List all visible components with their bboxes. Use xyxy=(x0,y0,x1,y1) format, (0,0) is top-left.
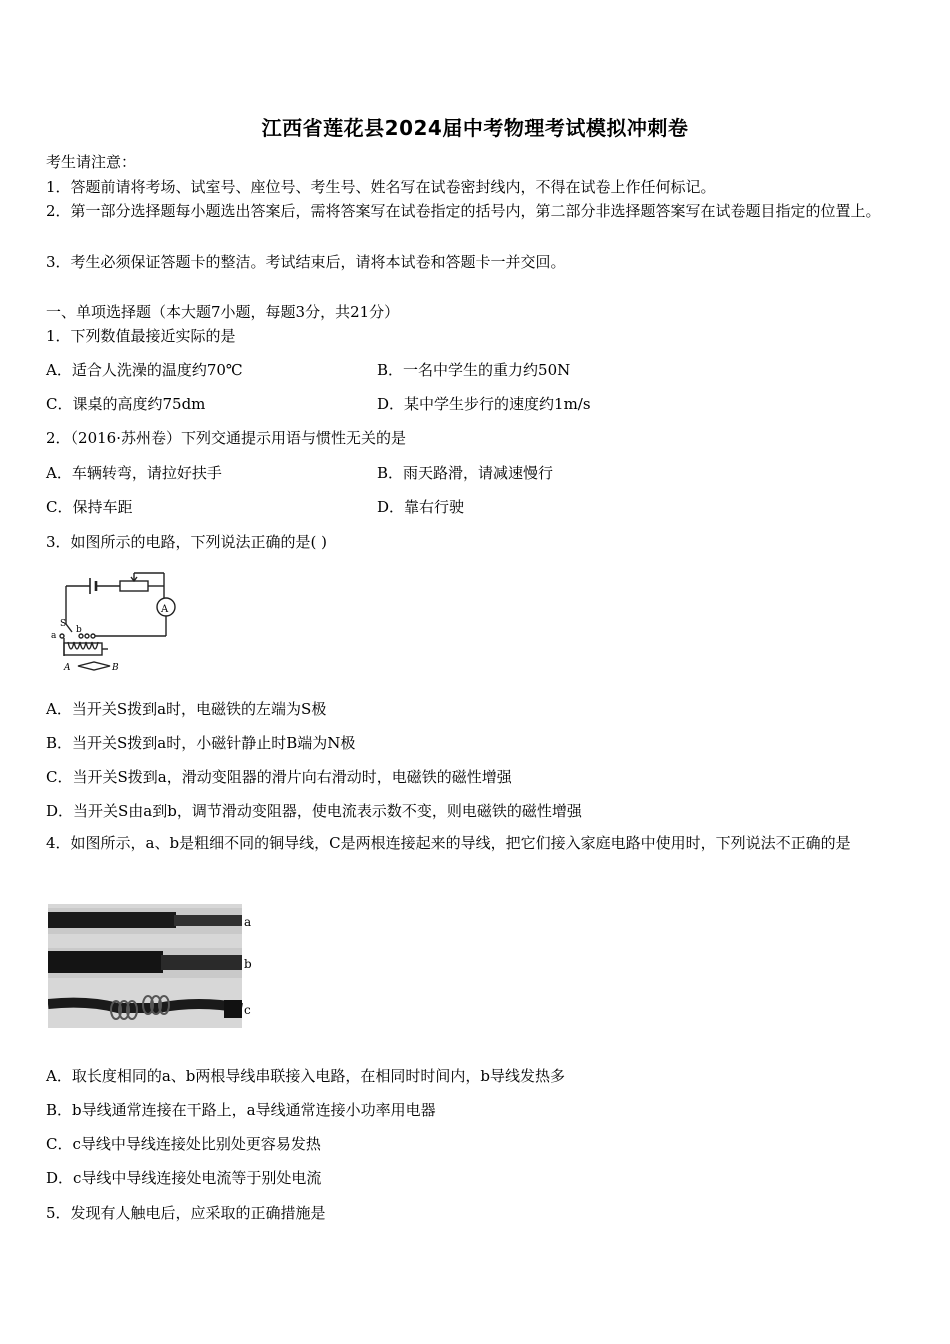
q3-option-d: D．当开关S由a到b，调节滑动变阻器，使电流表示数不变，则电磁铁的磁性增强 xyxy=(46,802,582,820)
circuit-diagram xyxy=(50,566,185,676)
q2-option-d: D．靠右行驶 xyxy=(377,498,465,516)
notice-item-3: 3．考生必须保证答题卡的整洁。考试结束后，请将本试卷和答题卡一并交回。 xyxy=(46,253,566,271)
page-title: 江西省莲花县2024届中考物理考试模拟冲刺卷 xyxy=(261,116,689,140)
q1-option-c: C．课桌的高度约75dm xyxy=(46,395,206,413)
q2-option-c: C．保持车距 xyxy=(46,498,133,516)
notice-heading: 考生请注意： xyxy=(46,153,137,171)
q1-option-b: B．一名中学生的重力约50N xyxy=(377,361,571,379)
q1-option-d: D．某中学生步行的速度约1m/s xyxy=(377,395,591,413)
q4-option-d: D．c导线中导线连接处电流等于别处电流 xyxy=(46,1169,322,1187)
wire-b-label: b xyxy=(244,957,252,971)
q2-option-b: B．雨天路滑，请减速慢行 xyxy=(377,464,554,482)
ammeter-label: A xyxy=(161,604,169,615)
q3-option-b: B．当开关S拨到a时，小磁针静止时B端为N极 xyxy=(46,734,356,752)
needle-a-label: A xyxy=(64,663,71,673)
q2-option-a: A．车辆转弯，请拉好扶手 xyxy=(46,464,222,482)
q3-option-c: C．当开关S拨到a，滑动变阻器的滑片向右滑动时，电磁铁的磁性增强 xyxy=(46,768,512,786)
switch-label: S xyxy=(60,619,67,629)
q1-option-a: A．适合人洗澡的温度约70℃ xyxy=(46,361,243,379)
q4-option-b: B．b导线通常连接在干路上，a导线通常连接小功率用电器 xyxy=(46,1101,436,1119)
needle-b-label: B xyxy=(112,663,119,673)
notice-item-1: 1．答题前请将考场、试室号、座位号、考生号、姓名写在试卷密封线内，不得在试卷上作任何标记。 xyxy=(46,178,716,196)
question-3-stem: 3．如图所示的电路，下列说法正确的是( ) xyxy=(46,533,328,551)
notice-item-2: 2．第一部分选择题每小题选出答案后，需将答案写在试卷指定的括号内，第二部分非选择题答案写在试卷题目指定的位置上。 xyxy=(46,202,881,220)
question-5-stem: 5．发现有人触电后，应采取的正确措施是 xyxy=(46,1204,326,1222)
wire-photo xyxy=(48,904,258,1030)
q3-option-a: A．当开关S拨到a时，电磁铁的左端为S极 xyxy=(46,700,327,718)
q4-option-a: A．取长度相同的a、b两根导线串联接入电路，在相同时时间内，b导线发热多 xyxy=(46,1067,565,1085)
contact-b-label: b xyxy=(76,625,82,635)
q4-option-c: C．c导线中导线连接处比别处更容易发热 xyxy=(46,1135,321,1153)
wire-a-label: a xyxy=(244,915,252,929)
section-heading: 一、单项选择题（本大题7小题，每题3分，共21分） xyxy=(46,303,400,321)
question-2-stem: 2．（2016·苏州卷）下列交通提示用语与惯性无关的是 xyxy=(46,429,406,447)
wire-c-label: c xyxy=(244,1003,251,1017)
question-4-stem: 4．如图所示，a、b是粗细不同的铜导线，C是两根连接起来的导线，把它们接入家庭电路中使用时，下列说法不正确的是 xyxy=(46,834,851,852)
question-1-stem: 1．下列数值最接近实际的是 xyxy=(46,327,236,345)
contact-a-label: a xyxy=(51,631,57,641)
